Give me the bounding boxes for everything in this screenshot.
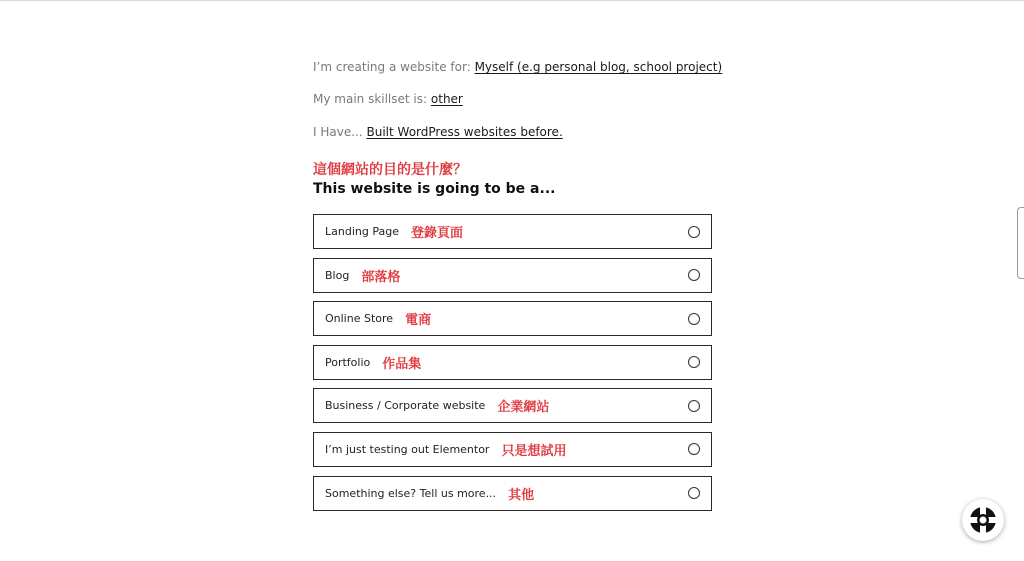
summary-experience-link[interactable]: Built WordPress websites before.: [366, 125, 563, 139]
option-annotation: 企業網站: [497, 400, 550, 416]
option-label: Something else? Tell us more...: [325, 486, 497, 500]
radio-icon[interactable]: [688, 443, 700, 455]
option-annotation: 電商: [405, 313, 432, 329]
radio-icon[interactable]: [688, 487, 700, 499]
summary-experience: [313, 125, 563, 139]
radio-icon[interactable]: [688, 269, 700, 281]
option-label: Online Store: [325, 312, 394, 326]
summary-website-for: [313, 60, 722, 74]
help-button[interactable]: [962, 499, 1004, 541]
summary-skillset-link[interactable]: other: [430, 92, 463, 106]
option-online-store[interactable]: [313, 301, 712, 336]
option-blog[interactable]: [313, 258, 712, 293]
option-annotation: 登錄頁面: [410, 226, 463, 241]
option-business[interactable]: [313, 388, 712, 423]
option-label: Portfolio: [325, 355, 371, 369]
option-portfolio[interactable]: [313, 345, 712, 380]
side-scroll-tab[interactable]: [1017, 207, 1024, 279]
option-landing-page[interactable]: [313, 214, 712, 249]
radio-icon[interactable]: [688, 400, 700, 412]
summary-website-for-link[interactable]: Myself (e.g personal blog, school project): [474, 60, 723, 74]
option-something-else[interactable]: [313, 476, 712, 511]
summary-experience-label: I Have...: [313, 125, 363, 139]
option-testing[interactable]: [313, 432, 712, 467]
website-type-options: [313, 214, 712, 519]
option-label: Landing Page: [325, 225, 399, 238]
radio-icon[interactable]: [688, 226, 700, 238]
summary-website-for-label: I’m creating a website for:: [313, 60, 471, 74]
summary-skillset-label: My main skillset is:: [313, 92, 428, 106]
radio-icon[interactable]: [688, 313, 700, 325]
top-divider: [0, 0, 1024, 1]
question-title: This website is going to be a...: [313, 181, 556, 197]
option-label: Business / Corporate website: [325, 399, 486, 413]
summary-skillset: [313, 92, 463, 106]
option-label: I’m just testing out Elementor: [325, 442, 490, 456]
option-annotation: 部落格: [361, 269, 401, 285]
question-annotation: 這個網站的目的是什麼？: [313, 162, 467, 178]
option-annotation: 作品集: [382, 356, 422, 372]
option-label: Blog: [325, 268, 350, 282]
option-annotation: 只是想試用: [501, 443, 567, 459]
option-annotation: 其他: [508, 487, 535, 503]
radio-icon[interactable]: [688, 356, 700, 368]
lifebuoy-icon: [968, 505, 998, 535]
